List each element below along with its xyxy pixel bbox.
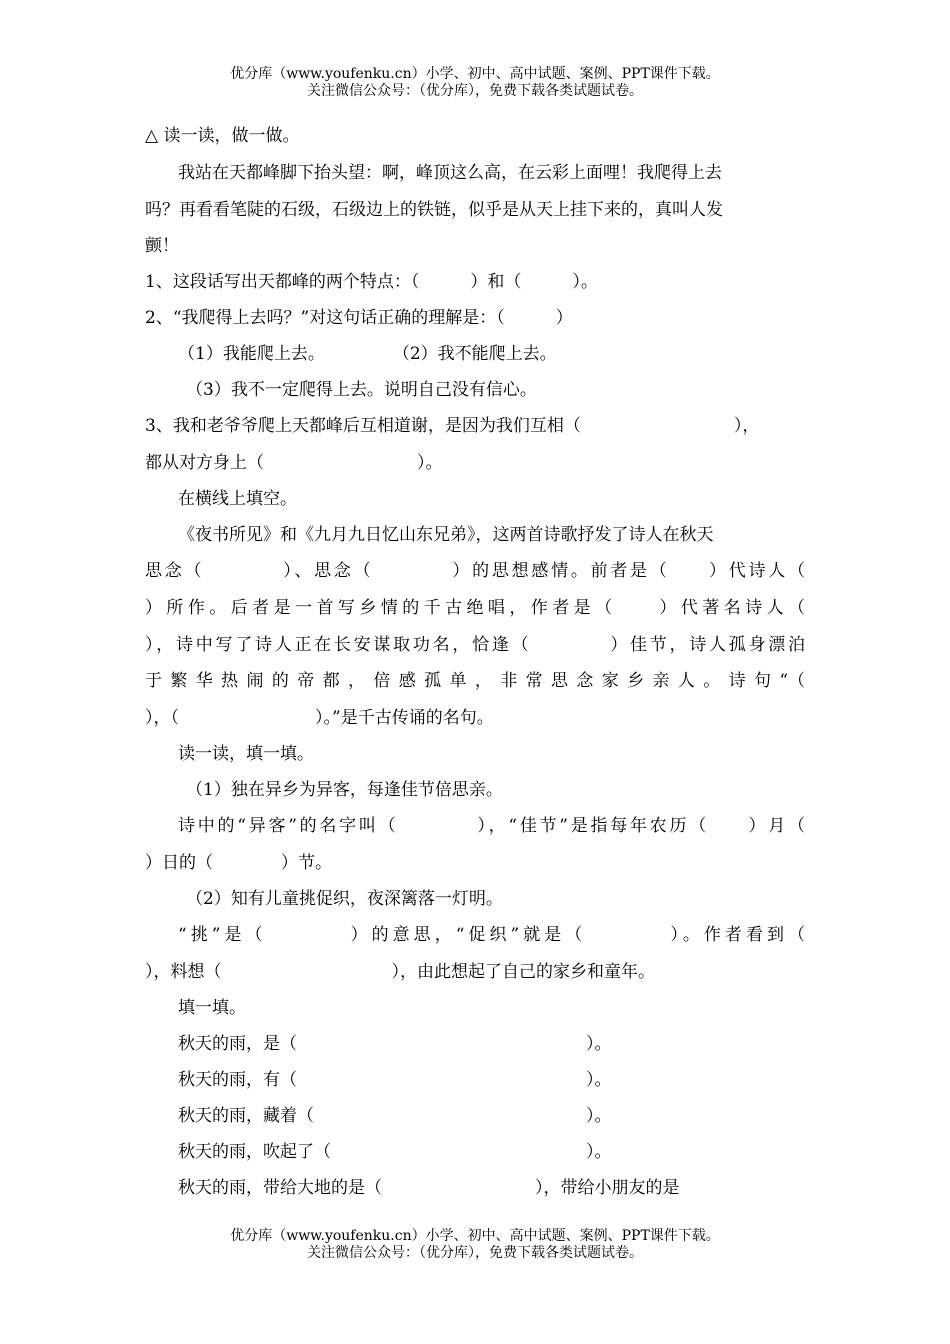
header-line-1: 优分库（www.youfenku.cn）小学、初中、高中试题、案例、PPT课件下载。 bbox=[230, 66, 720, 82]
autumn-rain-line-5: 秋天的雨，带给大地的是（ ），带给小朋友的是 bbox=[178, 1178, 680, 1198]
question-3-line-2: 都从对方身上（ ）。 bbox=[145, 453, 443, 473]
autumn-rain-line-1: 秋天的雨，是（ ）。 bbox=[178, 1034, 612, 1054]
question-1: 1、这段话写出天都峰的两个特点：（ ）和（ ）。 bbox=[145, 272, 598, 292]
question-3-line-1: 3、我和老爷爷爬上天都峰后互相道谢，是因为我们互相（ ）， bbox=[145, 416, 760, 436]
section-3-question-1-line-2: ）日的（ ）节。 bbox=[145, 853, 332, 873]
section-3-question-1-line-1: 诗中的“异客”的名字叫（ ），“佳节”是指每年农历（ ）月（ bbox=[178, 816, 805, 836]
section-3-title: 读一读，填一填。 bbox=[178, 744, 314, 764]
passage-2-line-2: 思念（ ）、思念（ ）的思想感情。前者是（ ）代诗人（ bbox=[145, 561, 805, 581]
poem-line-2: （2）知有儿童挑促织，夜深篱落一灯明。 bbox=[186, 889, 503, 909]
passage-2-line-3: ）所作。后者是一首写乡情的千古绝唱，作者是（ ）代著名诗人（ bbox=[145, 598, 805, 618]
question-2-option-3: （3）我不一定爬得上去。说明自己没有信心。 bbox=[186, 380, 537, 400]
footer-line-1: 优分库（www.youfenku.cn）小学、初中、高中试题、案例、PPT课件下载。 bbox=[230, 1228, 720, 1244]
header-line-2: 关注微信公众号：（优分库），免费下载各类试题试卷。 bbox=[307, 83, 643, 99]
autumn-rain-line-2: 秋天的雨，有（ ）。 bbox=[178, 1070, 612, 1090]
section-3-question-2-line-2: ），料想（ ），由此想起了自己的家乡和童年。 bbox=[145, 962, 655, 982]
passage-1-line-2: 吗？再看看笔陡的石级，石级边上的铁链，似乎是从天上挂下来的，真叫人发 bbox=[145, 200, 723, 220]
section-2-title: 在横线上填空。 bbox=[178, 489, 297, 509]
footer-line-2: 关注微信公众号：（优分库），免费下载各类试题试卷。 bbox=[307, 1245, 643, 1261]
page-footer bbox=[0, 1228, 950, 1262]
page-header bbox=[0, 66, 950, 100]
poem-line-1: （1）独在异乡为异客，每逢佳节倍思亲。 bbox=[186, 780, 503, 800]
autumn-rain-line-4: 秋天的雨，吹起了（ ）。 bbox=[178, 1142, 612, 1162]
passage-2-line-6: ），（ ）。”是千古传诵的名句。 bbox=[145, 708, 494, 728]
passage-2-line-5: 于繁华热闹的帝都，倍感孤单，非常思念家乡亲人。诗句“（ bbox=[145, 671, 805, 691]
section-3-question-2-line-1: “挑”是（ ）的意思，“促织”就是（ ）。作者看到（ bbox=[178, 925, 805, 945]
passage-1-line-3: 颤！ bbox=[145, 236, 179, 256]
question-2-options-1-2: （1）我能爬上去。 （2）我不能爬上去。 bbox=[178, 344, 557, 364]
autumn-rain-line-3: 秋天的雨，藏着（ ）。 bbox=[178, 1106, 612, 1126]
passage-2-line-4: ），诗中写了诗人正在长安谋取功名，恰逢（ ）佳节，诗人孤身漂泊 bbox=[145, 635, 805, 655]
section-4-title: 填一填。 bbox=[178, 998, 246, 1018]
question-2: 2、“我爬得上去吗？”对这句话正确的理解是：（ ） bbox=[145, 308, 573, 328]
passage-2-line-1: 《夜书所见》和《九月九日忆山东兄弟》，这两首诗歌抒发了诗人在秋天 bbox=[178, 525, 714, 545]
section-1-title: △ 读一读，做一做。 bbox=[145, 126, 300, 146]
passage-1-line-1: 我站在天都峰脚下抬头望：啊，峰顶这么高，在云彩上面哩！我爬得上去 bbox=[178, 163, 722, 183]
